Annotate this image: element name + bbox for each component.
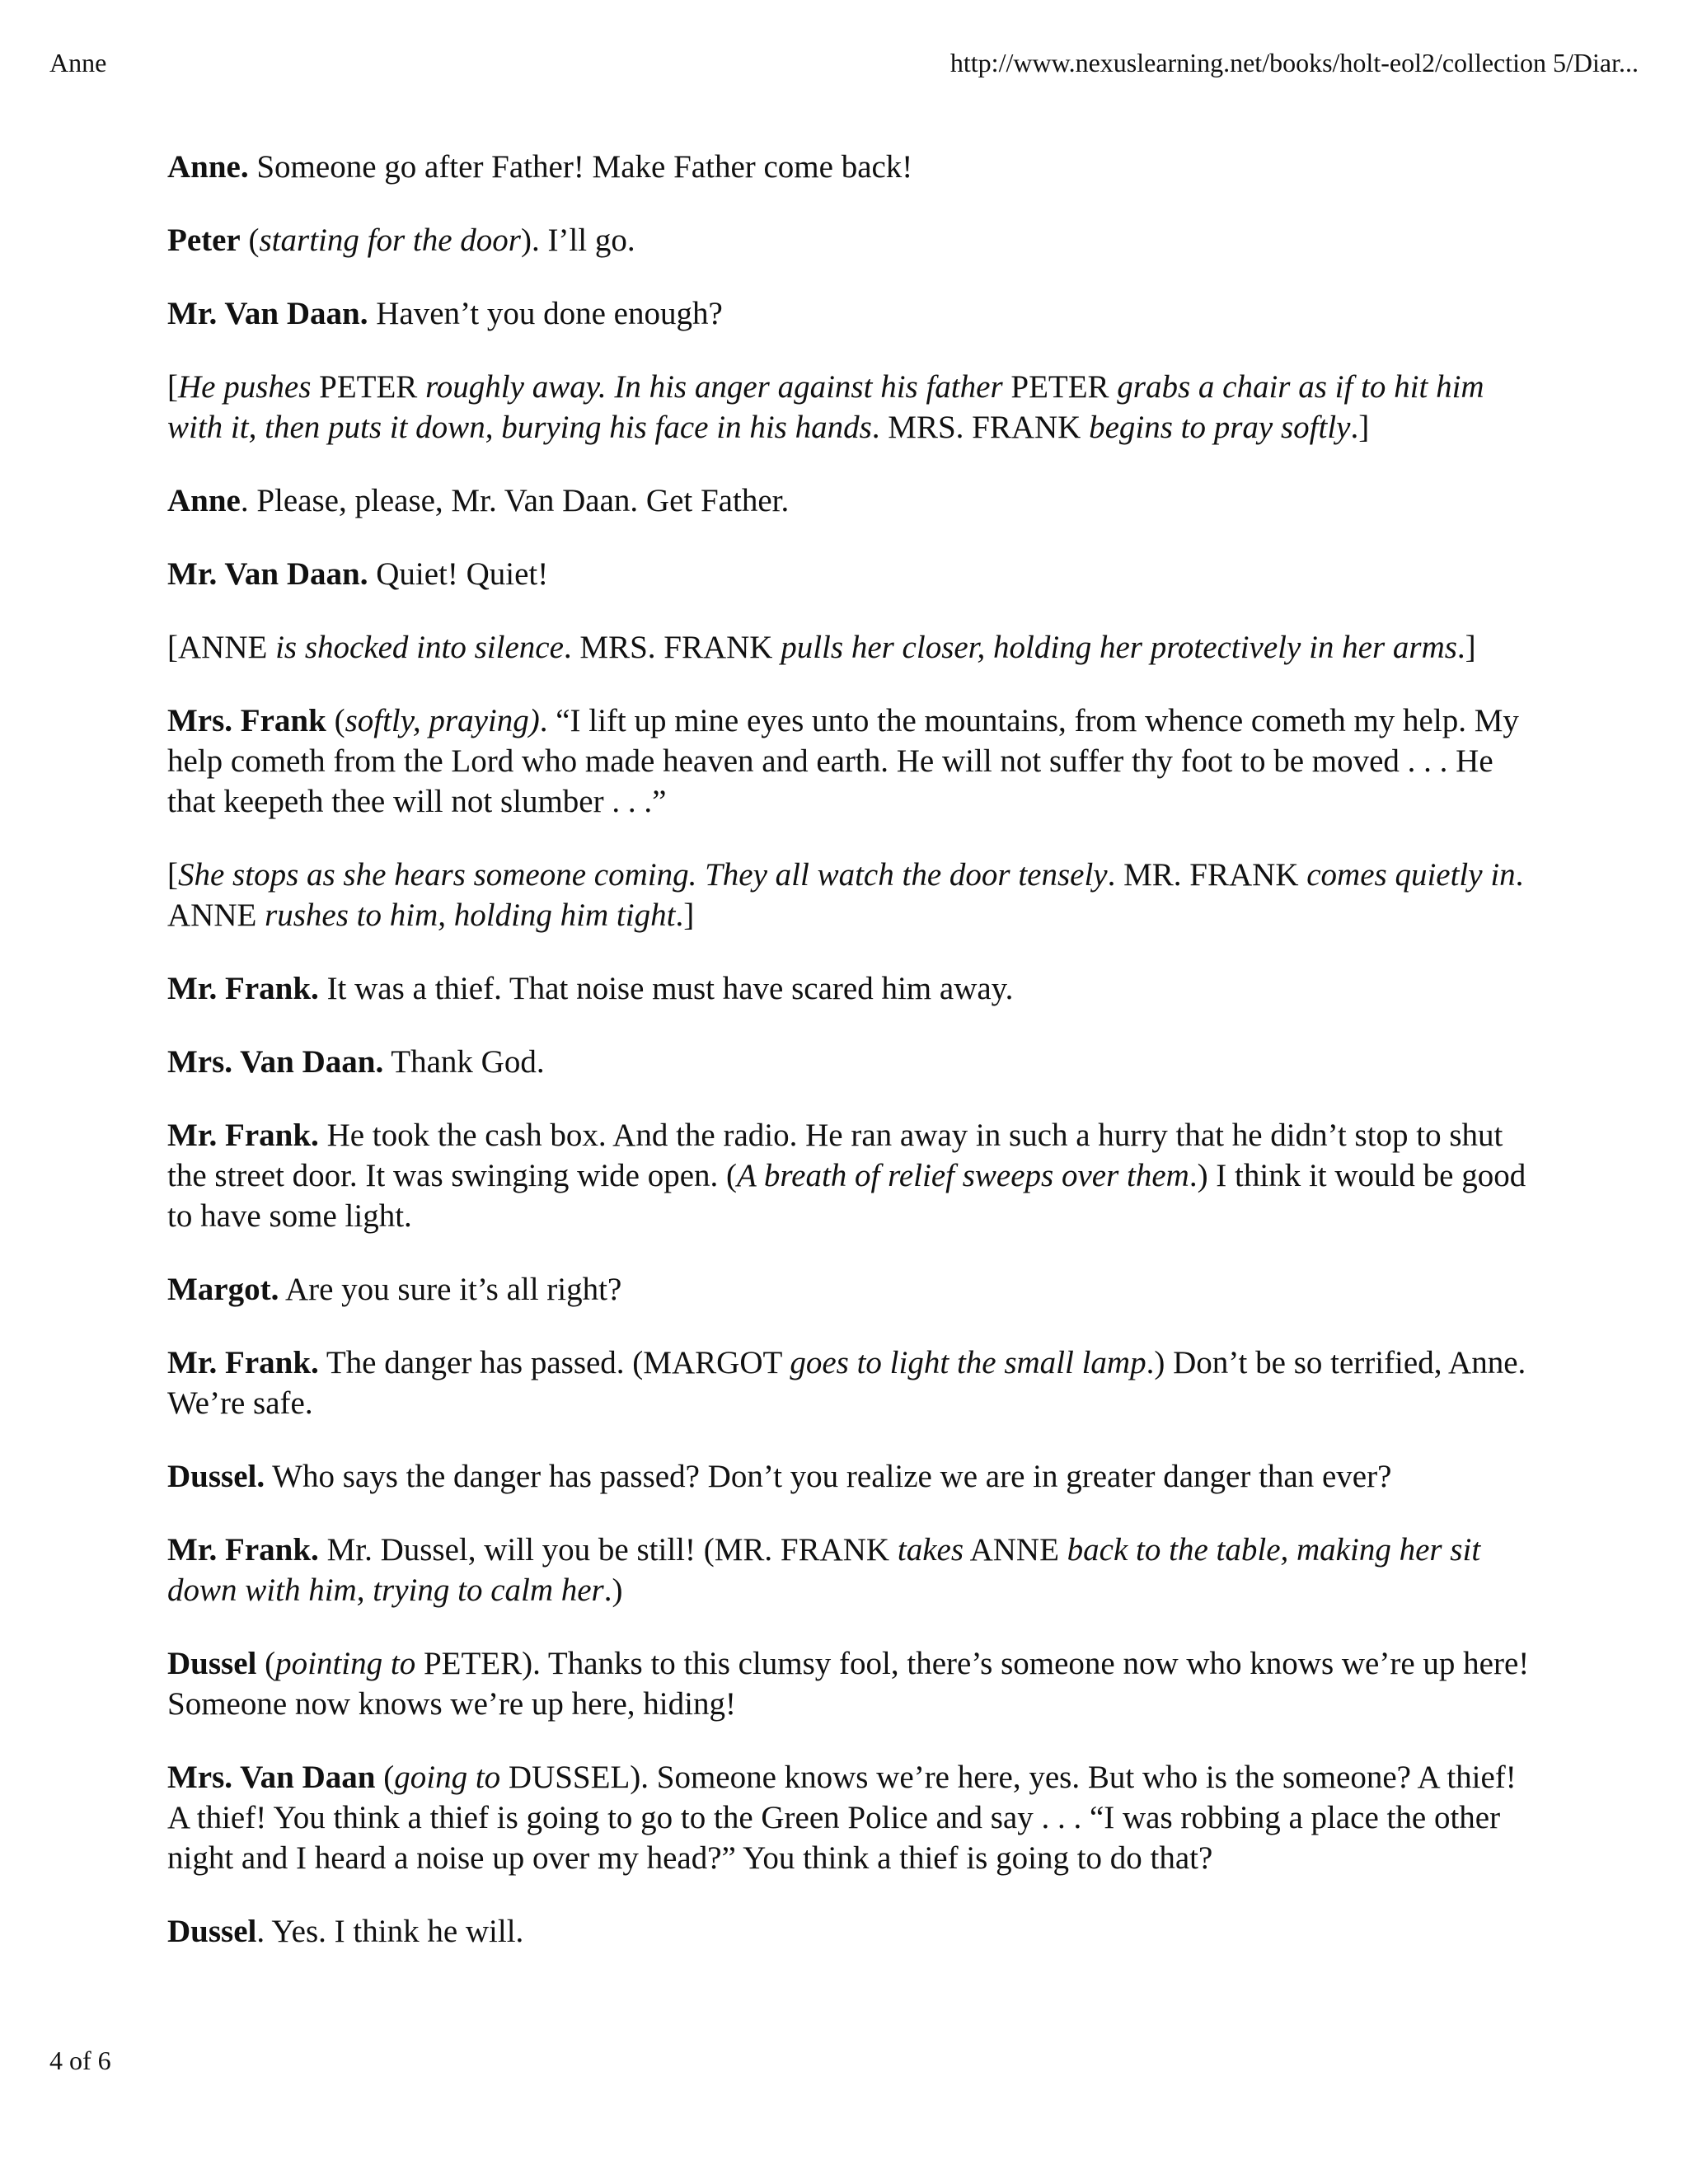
dialogue-text: DUSSEL). Someone knows we’re here, yes. But who is the someone? A thief! A thief! You think a thief is going to go to the Green Police and say . . . “I was robbing a place the other night and I heard a noise up over my head?” You think a thief is going to do that? <box>167 1760 1517 1876</box>
stage-direction: back to the table, making her sit down with him, trying to calm her <box>167 1532 1481 1608</box>
stage-direction: pointing to <box>275 1646 416 1681</box>
speaker-name: Dussel <box>167 1914 257 1949</box>
stage-direction: rushes to him, holding him tight <box>265 898 676 933</box>
dialogue-text: .] <box>1456 630 1476 665</box>
speaker-name: Anne. <box>167 149 249 185</box>
dialogue-text: [ <box>167 857 178 893</box>
speaker-name: Mr. Frank. <box>167 1532 319 1568</box>
dialogue-text: The danger has passed. (MARGOT <box>318 1345 790 1380</box>
script-paragraph <box>167 855 1536 935</box>
stage-direction: She stops as she hears someone coming. They all watch the door tensely <box>178 857 1108 893</box>
page-number: 4 of 6 <box>49 2046 111 2075</box>
stage-direction: grabs a chair as if to hit him with it, then puts it down, burying his face in his hands <box>167 369 1484 445</box>
stage-direction: comes quietly in <box>1306 857 1516 893</box>
script-paragraph <box>167 367 1536 448</box>
dialogue-text: Mr. Dussel, will you be still! (MR. FRANK <box>318 1532 898 1568</box>
speaker-name: Margot. <box>167 1272 279 1307</box>
speaker-name: Mrs. Van Daan. <box>167 1044 384 1080</box>
dialogue-text: .) <box>603 1572 623 1608</box>
dialogue-text: It was a thief. That noise must have scared him away. <box>318 971 1014 1006</box>
script-paragraph <box>167 701 1536 822</box>
dialogue-text: PETER). Thanks to this clumsy fool, there’s someone now who knows we’re up here! Someone now knows we’re up here, hiding! <box>167 1646 1530 1722</box>
dialogue-text: PETER <box>1002 369 1118 405</box>
dialogue-text: . MR. FRANK <box>1107 857 1307 893</box>
stage-direction: goes to light the small lamp <box>790 1345 1146 1380</box>
script-paragraph <box>167 1911 1536 1952</box>
stage-direction: starting for the door <box>259 223 521 258</box>
page-header-url: http://www.nexuslearning.net/books/holt-eol2/collection 5/Diar... <box>950 48 1639 77</box>
script-paragraph <box>167 554 1536 594</box>
dialogue-text: ANNE <box>964 1532 1067 1568</box>
speaker-name: Dussel <box>167 1646 257 1681</box>
stage-direction: is shocked into silence <box>275 630 564 665</box>
script-paragraph <box>167 293 1536 334</box>
dialogue-text: He took the cash box. And the radio. He ran away in such a hurry that he didn’t stop to shut the street door. It was swinging wide open. ( <box>167 1118 1503 1193</box>
dialogue-text: . Please, please, Mr. Van Daan. Get Father. <box>240 483 790 518</box>
script-paragraph <box>167 1757 1536 1878</box>
dialogue-text: . MRS. FRANK <box>563 630 781 665</box>
speaker-name: Mr. Van Daan. <box>167 296 368 331</box>
stage-direction: He pushes <box>178 369 312 405</box>
speaker-name: Mr. Frank. <box>167 1118 319 1153</box>
script-paragraph <box>167 1456 1536 1497</box>
dialogue-text: .] <box>1350 410 1370 445</box>
script-paragraph <box>167 1042 1536 1082</box>
speaker-name: Mr. Frank. <box>167 1345 319 1380</box>
stage-direction: takes <box>897 1532 964 1568</box>
dialogue-text: [ <box>167 369 178 405</box>
speaker-name: Peter <box>167 223 241 258</box>
dialogue-text: . Yes. I think he will. <box>256 1914 524 1949</box>
stage-direction: pulls her closer, holding her protectively in her arms <box>781 630 1457 665</box>
dialogue-text: Who says the danger has passed? Don’t you realize we are in greater danger than ever? <box>265 1459 1392 1494</box>
dialogue-text: ( <box>326 703 345 738</box>
dialogue-text: .) I think it would be good to have some light. <box>167 1158 1526 1234</box>
page-header-title: Anne <box>49 48 107 77</box>
dialogue-text: Quiet! Quiet! <box>368 556 549 592</box>
dialogue-text: .) Don’t be so terrified, Anne. We’re safe. <box>167 1345 1526 1421</box>
script-paragraph <box>167 1269 1536 1310</box>
script-paragraph <box>167 1643 1536 1724</box>
dialogue-text: Are you sure it’s all right? <box>279 1272 622 1307</box>
dialogue-text: PETER <box>311 369 426 405</box>
speaker-name: Dussel. <box>167 1459 265 1494</box>
script-paragraph <box>167 1530 1536 1610</box>
script-text-body <box>167 147 1536 1985</box>
script-paragraph <box>167 147 1536 187</box>
script-paragraph <box>167 220 1536 260</box>
script-paragraph <box>167 480 1536 521</box>
dialogue-text: . MRS. FRANK <box>871 410 1090 445</box>
dialogue-text: . “I lift up mine eyes unto the mountains, from whence cometh my help. My help cometh from the Lord who made heaven and earth. He will not suffer thy foot to be moved . . . He that keepeth thee will not slumber . . .” <box>167 703 1519 819</box>
speaker-name: Mr. Frank. <box>167 971 319 1006</box>
speaker-name: Mrs. Van Daan <box>167 1760 376 1795</box>
stage-direction: softly, praying) <box>345 703 540 738</box>
speaker-name: Mr. Van Daan. <box>167 556 368 592</box>
dialogue-text: .] <box>675 898 695 933</box>
dialogue-text: Haven’t you done enough? <box>368 296 723 331</box>
dialogue-text: [ANNE <box>167 630 276 665</box>
script-paragraph <box>167 1115 1536 1236</box>
stage-direction: going to <box>394 1760 501 1795</box>
dialogue-text: ( <box>375 1760 395 1795</box>
dialogue-text: Thank God. <box>383 1044 545 1080</box>
dialogue-text: ( <box>256 1646 276 1681</box>
script-paragraph <box>167 627 1536 668</box>
stage-direction: begins to pray softly <box>1089 410 1351 445</box>
dialogue-text: . ANNE <box>167 857 1524 933</box>
stage-direction: roughly away. In his anger against his father <box>425 369 1003 405</box>
script-paragraph <box>167 968 1536 1009</box>
speaker-name: Mrs. Frank <box>167 703 326 738</box>
dialogue-text: ( <box>240 223 260 258</box>
speaker-name: Anne <box>167 483 241 518</box>
script-paragraph <box>167 1343 1536 1423</box>
dialogue-text: Someone go after Father! Make Father come back! <box>248 149 913 185</box>
dialogue-text: ). I’ll go. <box>520 223 635 258</box>
stage-direction: A breath of relief sweeps over them <box>737 1158 1189 1193</box>
